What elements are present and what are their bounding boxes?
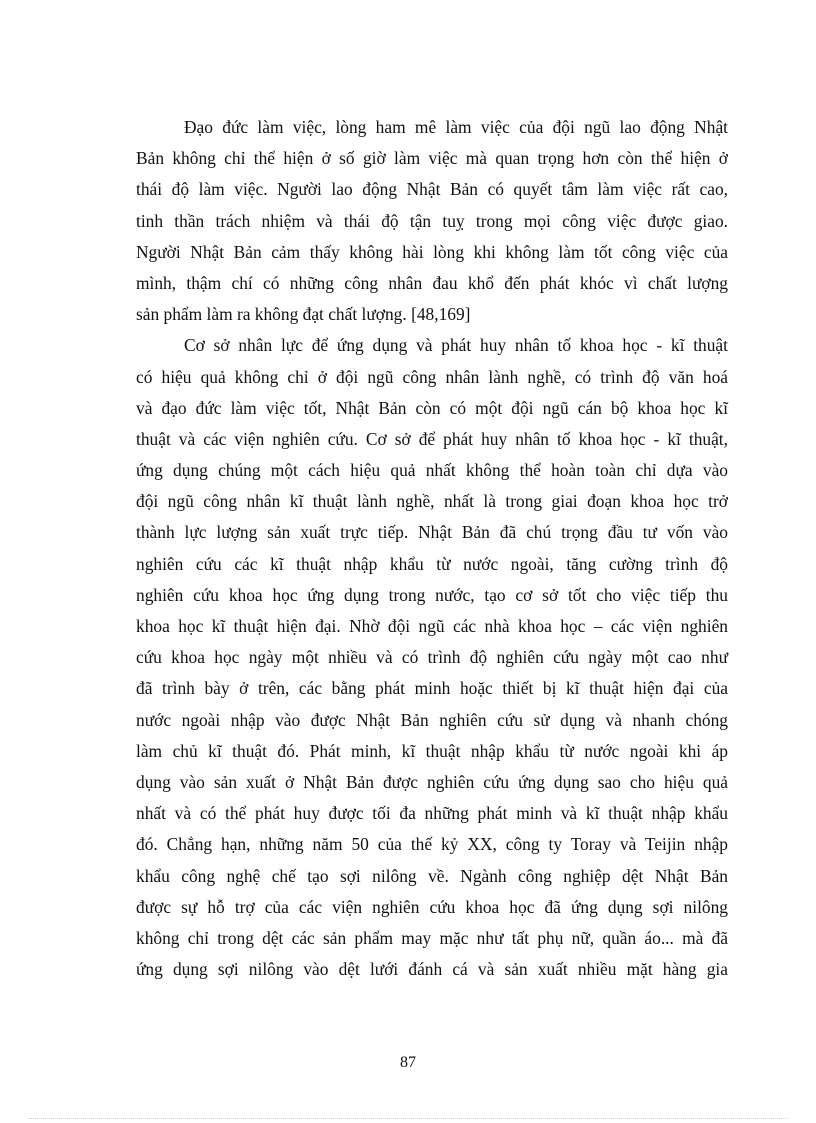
text-line: khoa học kĩ thuật hiện đại. Nhờ đội ngũ các nhà khoa học – các viện nghiên: [136, 616, 728, 636]
text-line: dụng vào sản xuất ở Nhật Bản được nghiên cứu ứng dụng sao cho hiệu quả: [136, 771, 728, 792]
text-line: Đạo đức làm việc, lòng ham mê làm việc của đội ngũ lao động Nhật: [184, 117, 728, 137]
paragraph-work-ethic: [136, 112, 728, 330]
body-text: [136, 112, 728, 985]
text-line: mình, thậm chí có những công nhân đau khổ đến phát khóc vì chất lượng: [136, 272, 728, 293]
text-line: có hiệu quả không chỉ ở đội ngũ công nhân lành nghề, có trình độ văn hoá: [136, 366, 728, 387]
text-line: đội ngũ công nhân kĩ thuật lành nghề, nhất là trong giai đoạn khoa học trở: [136, 491, 728, 512]
text-line: đó. Chẳng hạn, những năm 50 của thế kỷ XX, công ty Toray và Teijin nhập: [136, 834, 728, 855]
text-line: nghiên cứu các kĩ thuật nhập khẩu từ nước ngoài, tăng cường trình độ: [136, 553, 728, 574]
text-line: được sự hỗ trợ của các viện nghiên cứu khoa học đã ứng dụng sợi nilông: [136, 896, 728, 917]
text-line: thái độ làm việc. Người lao động Nhật Bản có quyết tâm làm việc rất cao,: [136, 179, 728, 200]
page-bottom-border: [28, 1118, 788, 1119]
text-line: thành lực lượng sản xuất trực tiếp. Nhật Bản đã chú trọng đầu tư vốn vào: [136, 522, 728, 543]
text-line: không chỉ trong dệt các sản phẩm may mặc như tất phụ nữ, quần áo... mà đã: [136, 927, 728, 948]
text-line: Bản không chỉ thể hiện ở số giờ làm việc mà quan trọng hơn còn thể hiện ở: [136, 148, 728, 169]
text-line: tinh thần trách nhiệm và thái độ tận tuỵ trong mọi công việc được giao.: [136, 210, 728, 231]
text-line: làm chủ kĩ thuật đó. Phát minh, kĩ thuật nhập khẩu từ nước ngoài khi áp: [136, 740, 728, 761]
page-number: 87: [400, 1054, 416, 1071]
text-line: cứu khoa học ngày một nhiều và có trình độ nghiên cứu ngày một cao như: [136, 647, 728, 668]
text-line: nước ngoài nhập vào được Nhật Bản nghiên cứu sử dụng và nhanh chóng: [136, 709, 728, 730]
text-line: và đạo đức làm việc tốt, Nhật Bản còn có một đội ngũ cán bộ khoa học kĩ: [136, 397, 728, 418]
text-line: ứng dụng chúng một cách hiệu quả nhất không thể hoàn toàn chỉ dựa vào: [136, 460, 728, 481]
text-line: sản phẩm làm ra không đạt chất lượng. [48,169]: [136, 304, 471, 325]
text-line: nhất và có thể phát huy được tối đa những phát minh và kĩ thuật nhập khẩu: [136, 803, 728, 824]
text-line: ứng dụng sợi nilông vào dệt lưới đánh cá và sản xuất nhiều mặt hàng gia: [136, 959, 728, 980]
text-line: Cơ sở nhân lực để ứng dụng và phát huy nhân tố khoa học - kĩ thuật: [184, 335, 728, 356]
text-line: khẩu công nghệ chế tạo sợi nilông về. Ngành công nghiệp dệt Nhật Bản: [136, 865, 728, 886]
text-line: nghiên cứu khoa học ứng dụng trong nước, tạo cơ sở tốt cho việc tiếp thu: [136, 584, 728, 605]
text-line: đã trình bày ở trên, các bằng phát minh hoặc thiết bị kĩ thuật hiện đại của: [136, 678, 728, 699]
text-line: Người Nhật Bản cảm thấy không hài lòng khi không làm tốt công việc của: [136, 241, 728, 262]
text-line: thuật và các viện nghiên cứu. Cơ sở để phát huy nhân tố khoa học - kĩ thuật,: [136, 428, 728, 449]
paragraph-human-resources: [136, 330, 728, 985]
